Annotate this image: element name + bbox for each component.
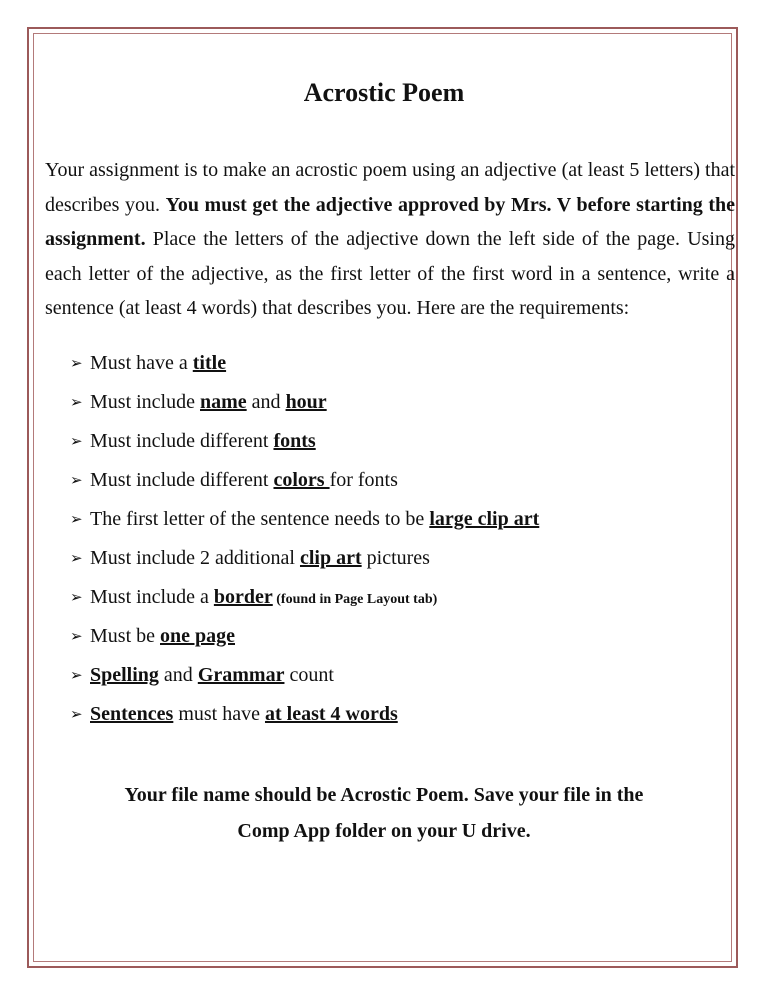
requirement-text: and xyxy=(246,391,286,413)
arrow-bullet-icon: ➢ xyxy=(70,510,83,528)
requirement-note: (found in Page Layout tab) xyxy=(272,592,438,607)
requirement-item xyxy=(70,346,539,385)
requirement-item xyxy=(70,541,539,580)
requirement-emphasis: at least 4 words xyxy=(264,703,398,725)
intro-text-1: Your assignment is to make an acrostic poem using an adjective (at least 5 letters) that describes you. xyxy=(45,159,735,216)
requirement-emphasis: Sentences xyxy=(90,703,174,725)
requirement-item xyxy=(70,463,539,502)
intro-paragraph xyxy=(45,153,735,326)
arrow-bullet-icon: ➢ xyxy=(70,354,83,372)
requirement-text: Must include different xyxy=(90,430,274,452)
arrow-bullet-icon: ➢ xyxy=(70,393,83,411)
requirement-item xyxy=(70,697,539,736)
closing-instructions xyxy=(0,777,768,849)
intro-text-2: Place the letters of the adjective down the left side of the page. Using each letter of the adjective, as the first letter of the first word in a sentence, write a sentence (at least 4 words) that describes you. Here are the requirements: xyxy=(45,228,735,319)
arrow-bullet-icon: ➢ xyxy=(70,705,83,723)
closing-line-2: Comp App folder on your U drive. xyxy=(237,820,531,842)
requirement-emphasis: clip art xyxy=(299,547,362,569)
requirement-item xyxy=(70,619,539,658)
requirements-list xyxy=(70,346,539,736)
requirement-item xyxy=(70,424,539,463)
requirement-emphasis: Spelling xyxy=(90,664,159,686)
requirement-text: Must be xyxy=(90,625,160,647)
intro-bold-text: You must get the adjective approved by Mrs. V before starting the assignment. xyxy=(45,193,735,250)
requirement-emphasis: Grammar xyxy=(197,664,285,686)
arrow-bullet-icon: ➢ xyxy=(70,588,83,606)
arrow-bullet-icon: ➢ xyxy=(70,471,83,489)
requirement-text: count xyxy=(284,664,334,686)
document-title: Acrostic Poem xyxy=(303,78,465,107)
requirement-text: Must include 2 additional xyxy=(90,547,300,569)
requirement-emphasis: one page xyxy=(160,625,235,647)
requirement-emphasis: fonts xyxy=(273,430,316,452)
requirement-item xyxy=(70,502,539,541)
requirement-text: Must include a xyxy=(90,586,214,608)
requirement-item xyxy=(70,658,539,697)
requirement-text: Must have a xyxy=(90,352,193,374)
requirement-text: for fonts xyxy=(329,469,398,491)
requirement-text: must have xyxy=(173,703,265,725)
requirement-item xyxy=(70,385,539,424)
arrow-bullet-icon: ➢ xyxy=(70,432,83,450)
requirement-emphasis: border xyxy=(213,586,273,608)
arrow-bullet-icon: ➢ xyxy=(70,549,83,567)
requirement-text: Must include different xyxy=(90,469,274,491)
closing-line-1: Your file name should be Acrostic Poem. Save your file in the xyxy=(124,784,644,806)
requirement-item xyxy=(70,580,539,619)
arrow-bullet-icon: ➢ xyxy=(70,666,83,684)
requirement-text: Must include xyxy=(90,391,200,413)
requirement-text: pictures xyxy=(361,547,430,569)
requirement-emphasis: colors xyxy=(273,469,330,491)
requirement-text: The first letter of the sentence needs to be xyxy=(90,508,430,530)
arrow-bullet-icon: ➢ xyxy=(70,627,83,645)
requirement-emphasis: title xyxy=(192,352,227,374)
requirement-emphasis: large clip art xyxy=(429,508,540,530)
requirement-emphasis: hour xyxy=(285,391,327,413)
requirement-emphasis: name xyxy=(200,391,247,413)
requirement-text: and xyxy=(158,664,198,686)
